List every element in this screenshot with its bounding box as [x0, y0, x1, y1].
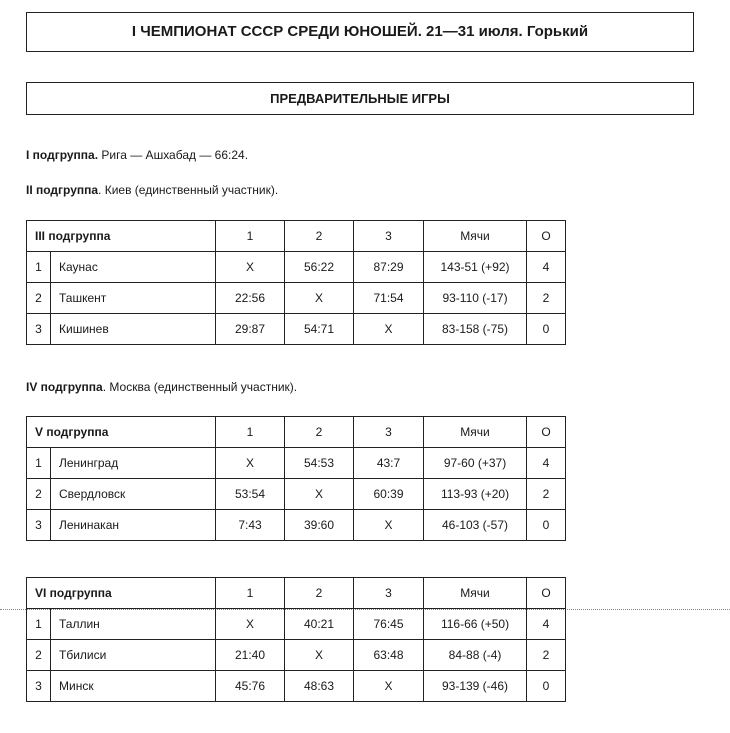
group-1-label: I подгруппа.	[26, 148, 99, 162]
table-header-row	[27, 221, 566, 252]
group-2-label: II подгруппа	[26, 183, 99, 197]
result-3: 87:29	[354, 252, 424, 283]
points: 4	[527, 609, 566, 640]
result-1: 22:56	[216, 283, 285, 314]
balls: 84-88 (-4)	[424, 640, 527, 671]
points: 4	[527, 252, 566, 283]
position: 2	[27, 640, 51, 671]
result-2: X	[285, 283, 354, 314]
result-3: X	[354, 510, 424, 541]
table-row	[27, 479, 566, 510]
table-row	[27, 640, 566, 671]
result-1: X	[216, 448, 285, 479]
position: 1	[27, 448, 51, 479]
result-1: X	[216, 252, 285, 283]
group-3-table	[26, 220, 566, 345]
group-4-text: . Москва (единственный участник).	[102, 380, 298, 394]
table-row	[27, 314, 566, 345]
col-header: 2	[285, 221, 354, 252]
group-name: III подгруппа	[27, 221, 216, 252]
group-4-label: IV подгруппа	[26, 380, 103, 394]
team-name: Тбилиси	[51, 640, 216, 671]
result-2: 48:63	[285, 671, 354, 702]
col-header: Мячи	[424, 417, 527, 448]
team-name: Кишинев	[51, 314, 216, 345]
balls: 93-139 (-46)	[424, 671, 527, 702]
col-header: О	[527, 417, 566, 448]
group-5-table	[26, 416, 566, 541]
result-2: X	[285, 640, 354, 671]
result-1: 29:87	[216, 314, 285, 345]
col-header: 2	[285, 578, 354, 609]
table-row	[27, 510, 566, 541]
position: 3	[27, 314, 51, 345]
result-3: 43:7	[354, 448, 424, 479]
col-header: 3	[354, 417, 424, 448]
col-header: 2	[285, 417, 354, 448]
result-1: 45:76	[216, 671, 285, 702]
team-name: Таллин	[51, 609, 216, 640]
group-2-note	[26, 183, 278, 197]
group-1-note	[26, 148, 248, 162]
col-header: О	[527, 221, 566, 252]
table-row	[27, 609, 566, 640]
result-3: 71:54	[354, 283, 424, 314]
team-name: Ленинград	[51, 448, 216, 479]
result-1: 53:54	[216, 479, 285, 510]
result-2: X	[285, 479, 354, 510]
result-2: 56:22	[285, 252, 354, 283]
result-3: 76:45	[354, 609, 424, 640]
table-row	[27, 252, 566, 283]
section-heading: ПРЕДВАРИТЕЛЬНЫЕ ИГРЫ	[26, 82, 694, 115]
table-header-row	[27, 578, 566, 609]
group-name: V подгруппа	[27, 417, 216, 448]
result-2: 54:53	[285, 448, 354, 479]
balls: 143-51 (+92)	[424, 252, 527, 283]
table-row	[27, 448, 566, 479]
points: 2	[527, 283, 566, 314]
team-name: Ташкент	[51, 283, 216, 314]
col-header: О	[527, 578, 566, 609]
position: 1	[27, 609, 51, 640]
team-name: Ленинакан	[51, 510, 216, 541]
balls: 46-103 (-57)	[424, 510, 527, 541]
points: 0	[527, 314, 566, 345]
team-name: Минск	[51, 671, 216, 702]
position: 3	[27, 510, 51, 541]
points: 0	[527, 510, 566, 541]
col-header: 1	[216, 578, 285, 609]
result-3: 60:39	[354, 479, 424, 510]
balls: 93-110 (-17)	[424, 283, 527, 314]
col-header: 3	[354, 221, 424, 252]
col-header: 1	[216, 221, 285, 252]
col-header: Мячи	[424, 578, 527, 609]
page-title: I ЧЕМПИОНАТ СССР СРЕДИ ЮНОШЕЙ. 21—31 июля. Горький	[26, 12, 694, 52]
points: 0	[527, 671, 566, 702]
col-header: Мячи	[424, 221, 527, 252]
group-6-table	[26, 577, 566, 702]
points: 2	[527, 640, 566, 671]
balls: 113-93 (+20)	[424, 479, 527, 510]
position: 3	[27, 671, 51, 702]
position: 1	[27, 252, 51, 283]
position: 2	[27, 479, 51, 510]
group-name: VI подгруппа	[27, 578, 216, 609]
table-row	[27, 283, 566, 314]
result-3: X	[354, 671, 424, 702]
group-2-text: . Киев (единственный участник).	[98, 183, 279, 197]
team-name: Свердловск	[51, 479, 216, 510]
result-2: 39:60	[285, 510, 354, 541]
balls: 97-60 (+37)	[424, 448, 527, 479]
points: 4	[527, 448, 566, 479]
result-3: X	[354, 314, 424, 345]
result-1: X	[216, 609, 285, 640]
result-2: 54:71	[285, 314, 354, 345]
points: 2	[527, 479, 566, 510]
result-3: 63:48	[354, 640, 424, 671]
col-header: 3	[354, 578, 424, 609]
result-2: 40:21	[285, 609, 354, 640]
balls: 83-158 (-75)	[424, 314, 527, 345]
table-row	[27, 671, 566, 702]
team-name: Каунас	[51, 252, 216, 283]
position: 2	[27, 283, 51, 314]
group-4-note	[26, 380, 297, 394]
result-1: 21:40	[216, 640, 285, 671]
table-header-row	[27, 417, 566, 448]
group-1-text: Рига — Ашхабад — 66:24.	[98, 148, 249, 162]
col-header: 1	[216, 417, 285, 448]
balls: 116-66 (+50)	[424, 609, 527, 640]
result-1: 7:43	[216, 510, 285, 541]
